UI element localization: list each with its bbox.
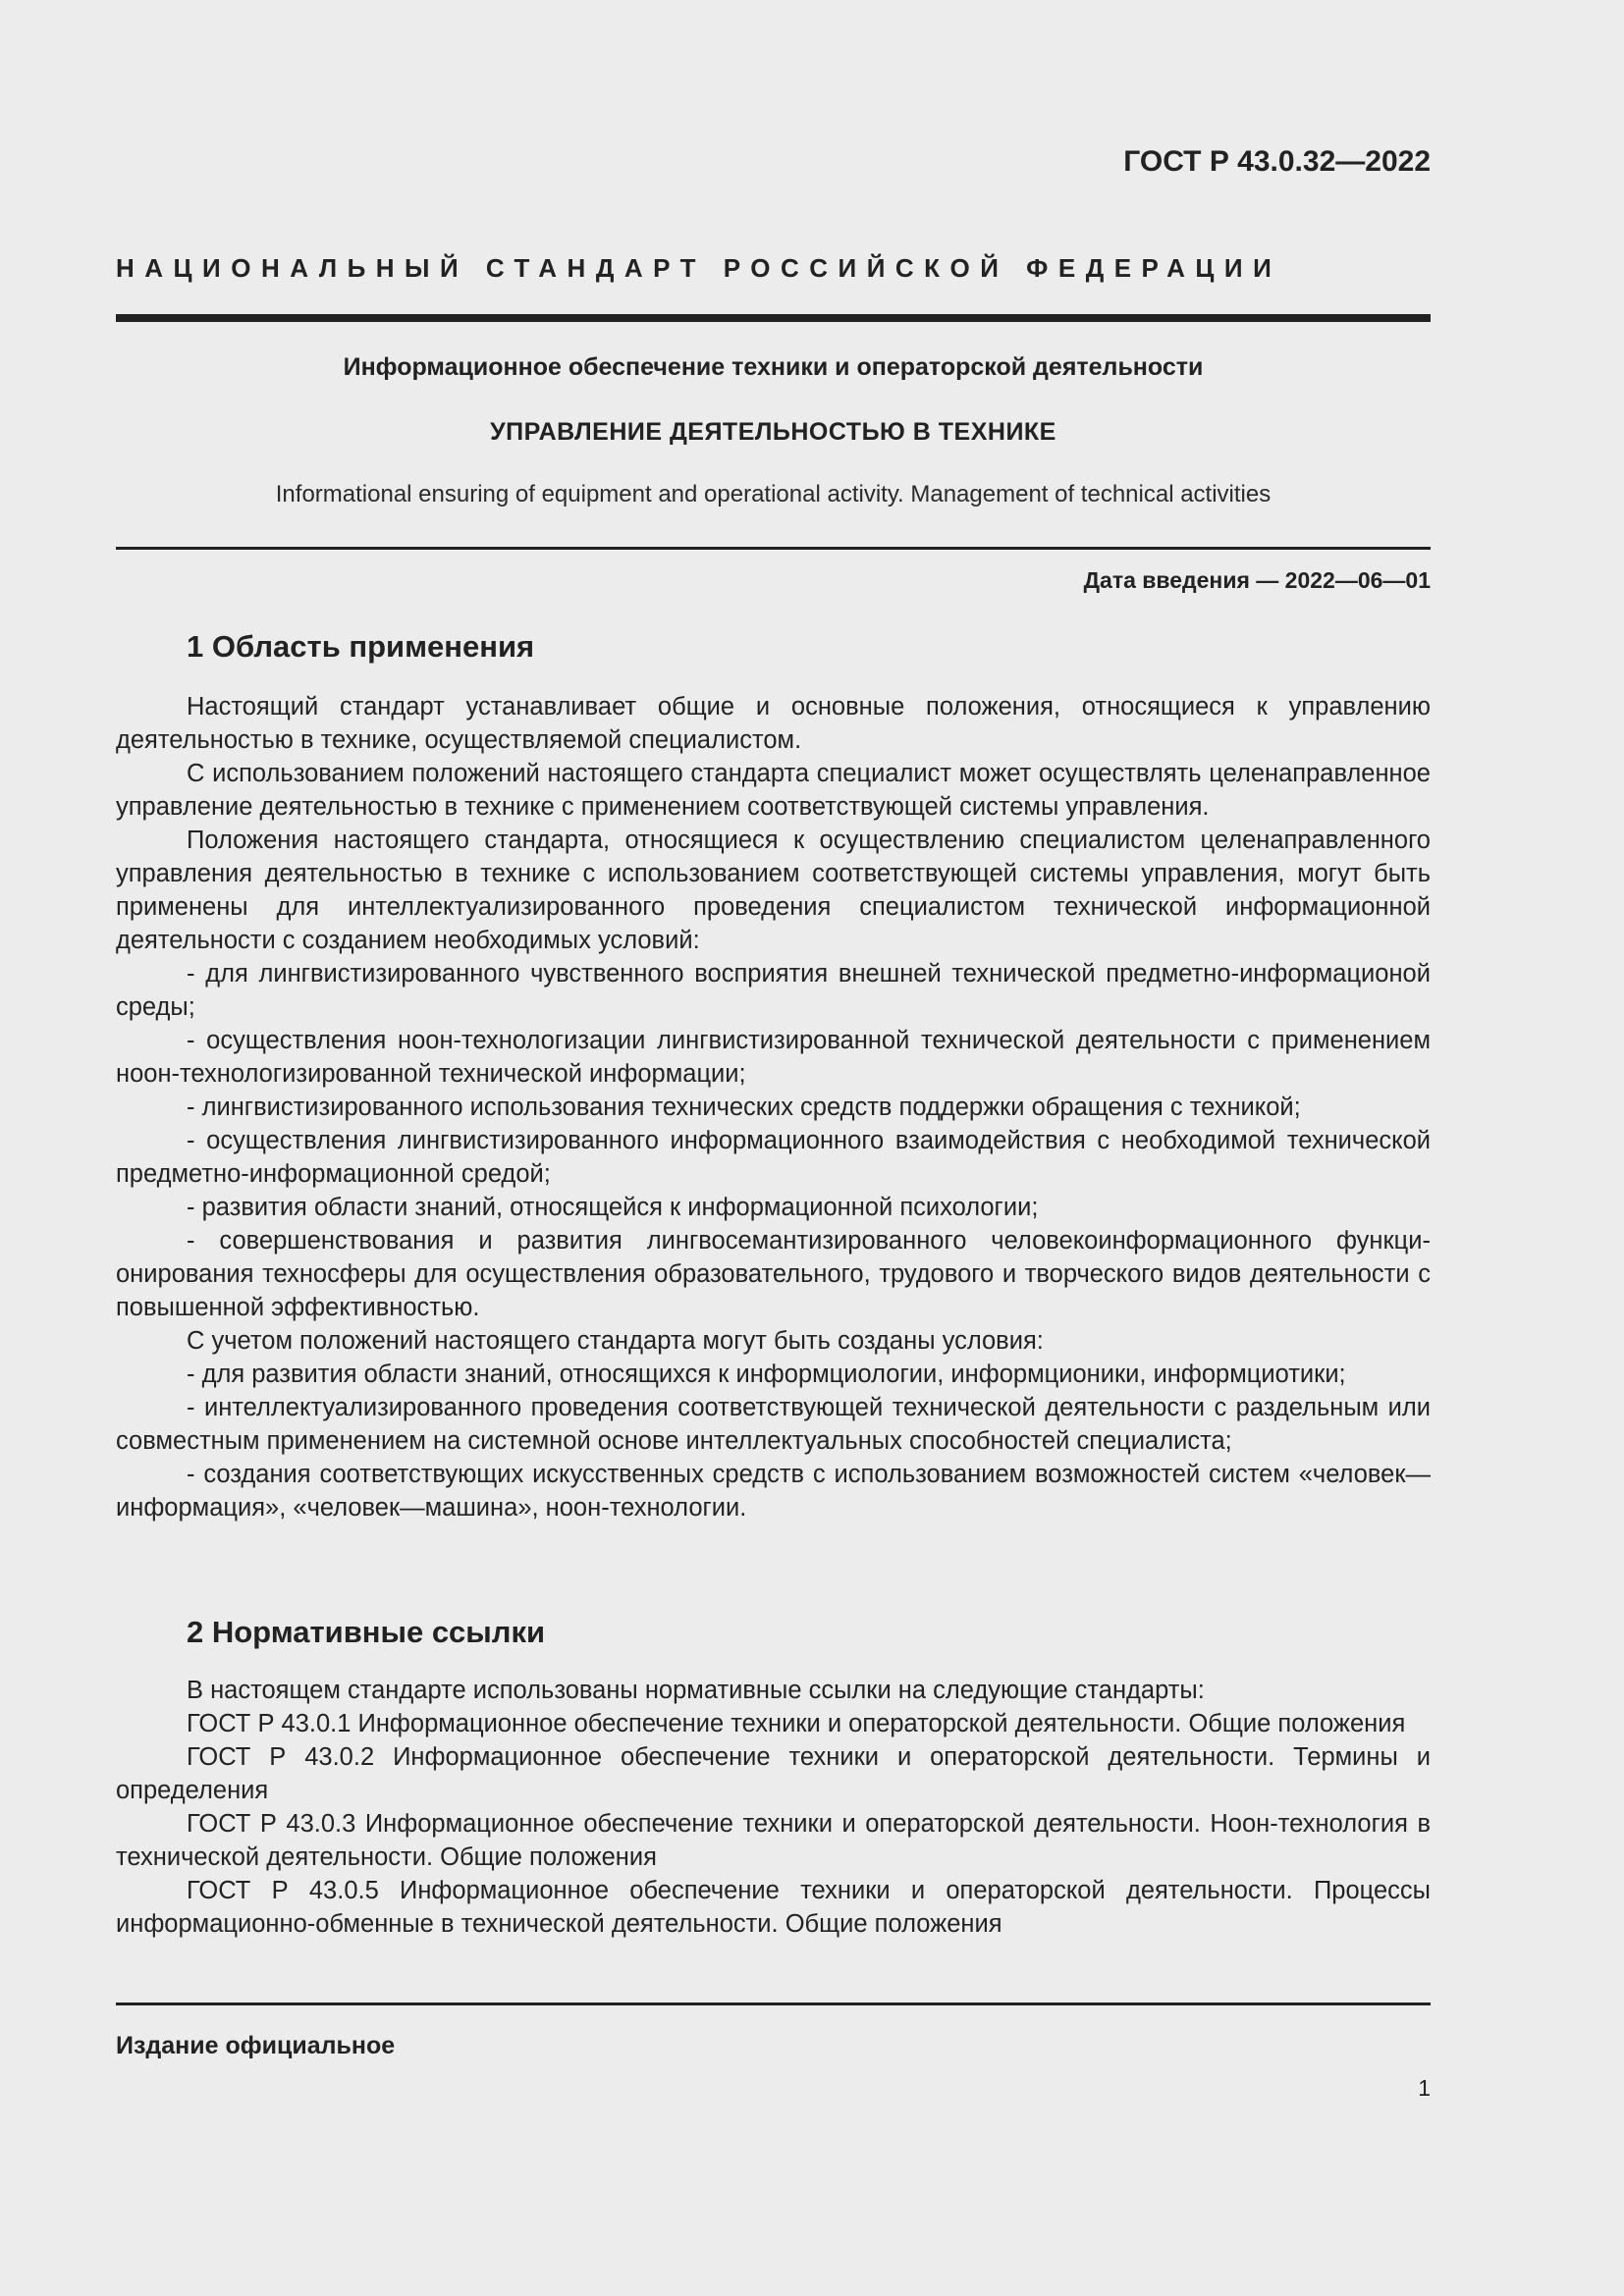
list-item: - для лингвистизированного чувственного восприятия внешней технической предметно-информационой среды; — [116, 960, 1431, 1021]
reference-item: ГОСТ Р 43.0.1 Информационное обеспечение техники и операторской деятельности. Общие положения — [187, 1710, 1406, 1737]
list-item: - лингвистизированного использования технических средств поддержки обращения с техникой; — [187, 1094, 1301, 1121]
reference-item: ГОСТ Р 43.0.2 Информационное обеспечение техники и операторской деятельности. Термины и определения — [116, 1743, 1431, 1804]
section-1-heading: 1 Область применения — [187, 629, 535, 664]
footer-rule — [116, 2002, 1431, 2005]
official-edition-label: Издание официальное — [116, 2032, 396, 2059]
list-item: - осуществления лингвистизированного информационного взаимодействия с необходимой технической предметно-информационной средой; — [116, 1127, 1431, 1188]
page-number: 1 — [1418, 2075, 1431, 2101]
list-item: - развития области знаний, относящейся к информационной психологии; — [187, 1194, 1039, 1221]
title-rule-thin — [116, 547, 1431, 550]
section-1-body — [116, 690, 1431, 1524]
reference-item: ГОСТ Р 43.0.5 Информационное обеспечение техники и операторской деятельности. Процессы информационно-обменные в технической деятельности. Общие положения — [116, 1877, 1431, 1938]
title-en: Informational ensuring of equipment and operational activity. Management of technical activities — [275, 481, 1272, 507]
paragraph: Настоящий стандарт устанавливает общие и основные положения, относящиеся к управлению деятельностью в технике, осуществляемой специалистом. — [116, 693, 1431, 754]
paragraph: Положения настоящего стандарта, относящиеся к осуществлению специалистом целенаправленного управления деятельностью в технике с использованием соответствующей системы управления, могут быть применены для интеллектуализированного проведения специалистом технической информационной деятельности с созданием необходимых условий: — [116, 827, 1431, 954]
reference-item: ГОСТ Р 43.0.3 Информационное обеспечение техники и операторской деятельности. Ноон-технология в технической деятельности. Общие положения — [116, 1810, 1431, 1871]
paragraph: С использованием положений настоящего стандарта специалист может осуществлять целенаправленное управление деятельностью в технике с применением соответствующей системы управления. — [116, 760, 1431, 821]
title-ru-general: Информационное обеспечение техники и операторской деятельности — [343, 353, 1204, 381]
section-2-body — [116, 1674, 1431, 1941]
national-standard-banner: НАЦИОНАЛЬНЫЙ СТАНДАРТ РОССИЙСКОЙ ФЕДЕРАЦИИ — [116, 253, 1282, 283]
paragraph: С учетом положений настоящего стандарта могут быть созданы условия: — [187, 1327, 1044, 1355]
introduction-date: Дата введения — 2022—06—01 — [1083, 567, 1431, 593]
paragraph: В настоящем стандарте использованы нормативные ссылки на следующие стандарты: — [187, 1677, 1205, 1704]
list-item: - совершенствования и развития лингвосемантизированного человекоинформационного функционирования техносферы для осуществления образовательного, трудового и творческого видов деятельности с повышенной эффективностью. — [116, 1227, 1431, 1321]
list-item: - интеллектуализированного проведения соответствующей технической деятельности с раздельным или совместным применением на системной основе интеллектуальных способностей специалиста; — [116, 1394, 1431, 1455]
header-rule-thick — [116, 314, 1431, 322]
list-item: - осуществления ноон-технологизации лингвистизированной технической деятельности с применением ноон-технологизированной технической информации; — [116, 1027, 1431, 1088]
title-ru-specific: УПРАВЛЕНИЕ ДЕЯТЕЛЬНОСТЬЮ В ТЕХНИКЕ — [490, 418, 1056, 446]
list-item: - для развития области знаний, относящихся к информциологии, информционики, информциотики; — [187, 1361, 1346, 1388]
list-item: - создания соответствующих искусственных средств с использованием возможностей систем «человек—информация», «человек—машина», ноон-технологии. — [116, 1461, 1431, 1522]
document-number: ГОСТ Р 43.0.32—2022 — [1123, 145, 1431, 178]
section-2-heading: 2 Нормативные ссылки — [187, 1615, 546, 1649]
